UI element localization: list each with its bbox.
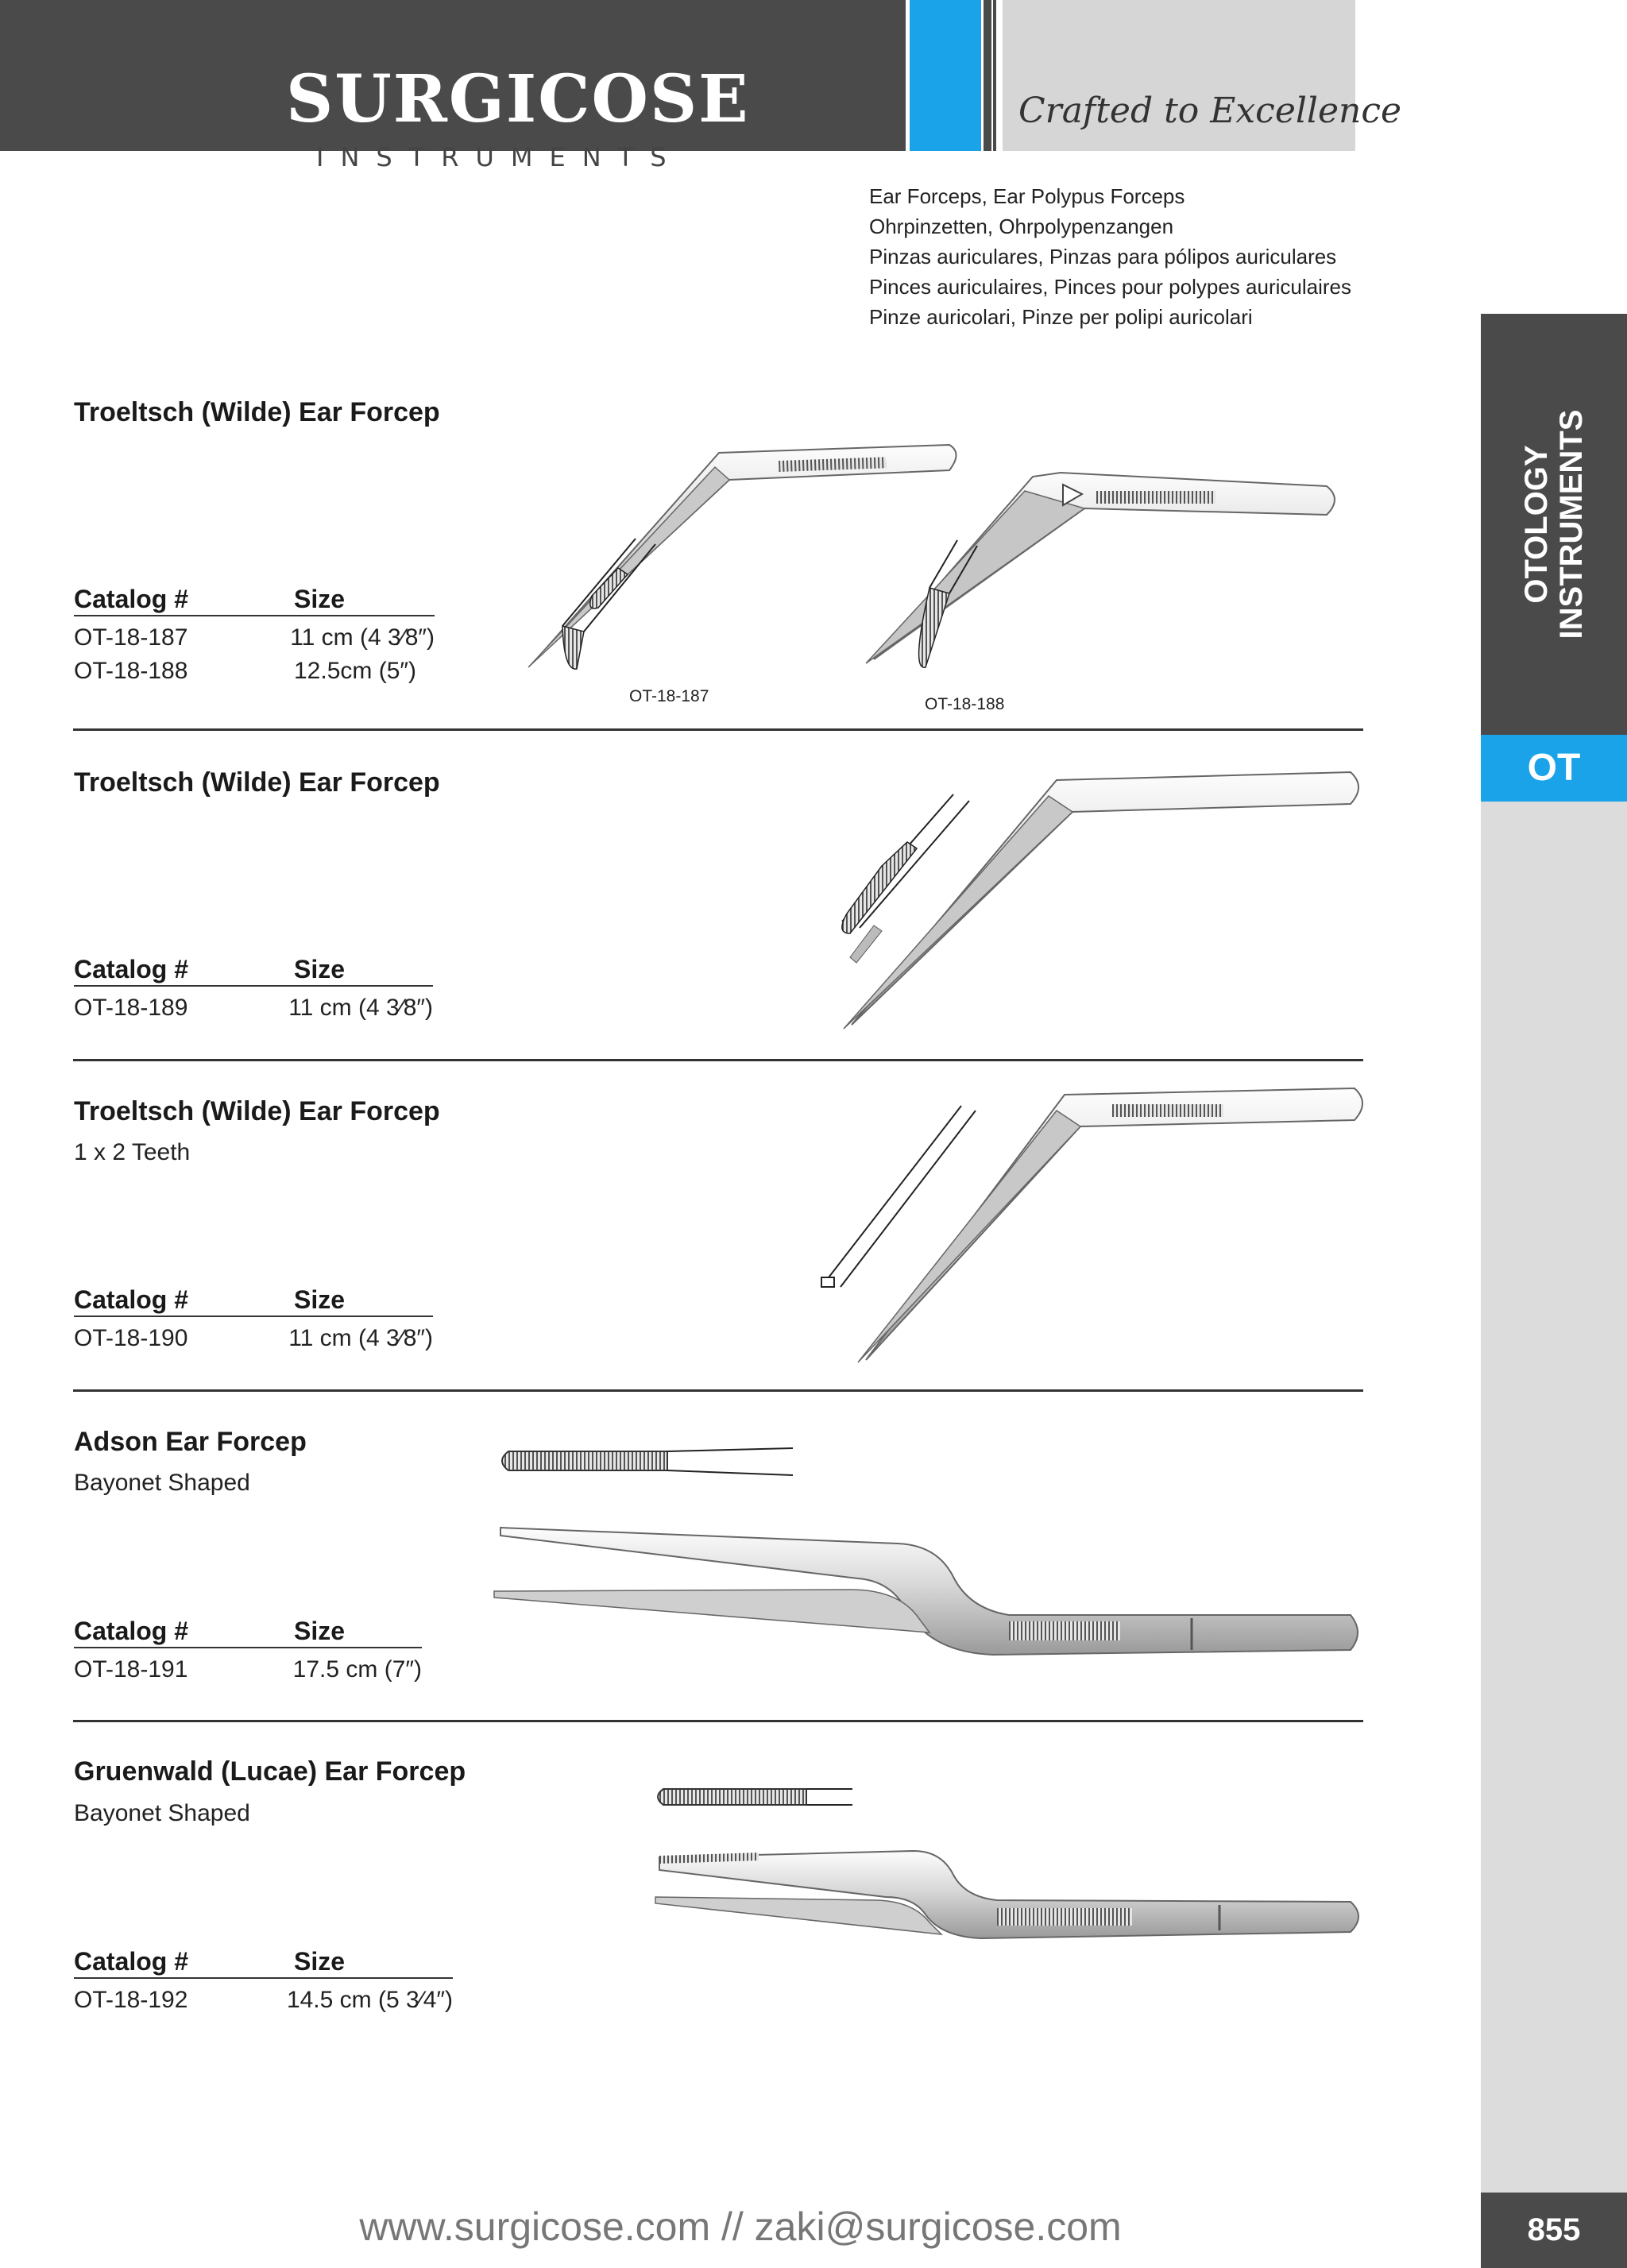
instrument-size: 17.5 cm (7″) bbox=[292, 1656, 422, 1683]
spec-row bbox=[74, 1658, 422, 1682]
product-subtitle: Bayonet Shaped bbox=[74, 1800, 250, 1826]
spec-table-header bbox=[74, 586, 435, 616]
product-title: Troeltsch (Wilde) Ear Forcep bbox=[74, 767, 440, 798]
figure-label: OT-18-188 bbox=[925, 695, 1005, 713]
instrument-size: 12.5cm (5″) bbox=[294, 658, 416, 684]
instrument-size: 11 cm (4 3⁄8″) bbox=[288, 1325, 433, 1351]
catalog-number: OT-18-190 bbox=[74, 1325, 188, 1351]
spec-table bbox=[74, 586, 435, 683]
side-tab-title-line: OTOLOGY bbox=[1519, 445, 1554, 604]
header-blue-stripe bbox=[910, 0, 981, 151]
size-header: Size bbox=[294, 1617, 346, 1645]
brand-logo-text: SURGICOSE bbox=[286, 61, 750, 137]
catalog-header: Catalog # bbox=[74, 955, 189, 983]
spec-row bbox=[74, 996, 433, 1020]
section-divider bbox=[73, 728, 1363, 731]
product-title: Troeltsch (Wilde) Ear Forcep bbox=[74, 1096, 440, 1126]
forcep-illustration bbox=[647, 1772, 1374, 1962]
catalog-number: OT-18-187 bbox=[74, 624, 188, 651]
instrument-size: 14.5 cm (5 3⁄4″) bbox=[286, 1987, 453, 2013]
forcep-illustration bbox=[810, 1072, 1374, 1374]
size-header: Size bbox=[294, 1285, 346, 1314]
brand-tagline: Crafted to Excellence bbox=[1018, 91, 1402, 131]
footer-contact: www.surgicose.com // zaki@surgicose.com bbox=[359, 2204, 1122, 2249]
size-header: Size bbox=[294, 1947, 346, 1976]
catalog-header: Catalog # bbox=[74, 585, 189, 613]
description-line: Pinze auricolari, Pinze per polipi auricolari bbox=[869, 305, 1253, 329]
catalog-number: OT-18-188 bbox=[74, 658, 188, 684]
header-stripe bbox=[984, 0, 991, 151]
forcep-illustration bbox=[516, 429, 1374, 699]
catalog-number: OT-18-191 bbox=[74, 1656, 188, 1683]
spec-row bbox=[74, 1988, 453, 2012]
product-subtitle: Bayonet Shaped bbox=[74, 1470, 250, 1496]
catalog-number: OT-18-189 bbox=[74, 995, 188, 1021]
spec-row bbox=[74, 1327, 433, 1350]
spec-table-header bbox=[74, 1287, 433, 1317]
section-divider bbox=[73, 1059, 1363, 1061]
spec-table bbox=[74, 1949, 453, 2012]
product-title: Adson Ear Forcep bbox=[74, 1427, 307, 1457]
catalog-header: Catalog # bbox=[74, 1617, 189, 1645]
description-line: Ear Forceps, Ear Polypus Forceps bbox=[869, 184, 1185, 208]
description-line: Ohrpinzetten, Ohrpolypenzangen bbox=[869, 214, 1174, 238]
catalog-number: OT-18-192 bbox=[74, 1987, 188, 2013]
forcep-illustration bbox=[818, 755, 1374, 1041]
page-number: 855 bbox=[1527, 2212, 1581, 2247]
section-divider bbox=[73, 1389, 1363, 1392]
description-line: Pinces auriculaires, Pinces pour polypes auriculaires bbox=[869, 275, 1351, 299]
side-tab-title-line: INSTRUMENTS bbox=[1554, 409, 1589, 639]
catalog-header: Catalog # bbox=[74, 1947, 189, 1976]
size-header: Size bbox=[294, 955, 346, 983]
product-subtitle: 1 x 2 Teeth bbox=[74, 1139, 191, 1165]
section-divider bbox=[73, 1720, 1363, 1722]
spec-table bbox=[74, 1618, 422, 1682]
figure-label: OT-18-187 bbox=[629, 687, 709, 705]
catalog-header: Catalog # bbox=[74, 1285, 189, 1314]
instrument-size: 11 cm (4 3⁄8″) bbox=[288, 995, 433, 1021]
side-tab-code: OT bbox=[1481, 735, 1627, 802]
spec-table bbox=[74, 1287, 433, 1350]
description-line: Pinzas auriculares, Pinzas para pólipos auriculares bbox=[869, 245, 1337, 269]
spec-row bbox=[74, 626, 435, 650]
product-title: Troeltsch (Wilde) Ear Forcep bbox=[74, 397, 440, 427]
product-title: Gruenwald (Lucae) Ear Forcep bbox=[74, 1756, 466, 1787]
forcep-illustration bbox=[485, 1434, 1374, 1672]
instrument-size: 11 cm (4 3⁄8″) bbox=[290, 624, 435, 651]
header-stripe bbox=[993, 0, 996, 151]
side-tab-title bbox=[1519, 318, 1589, 731]
spec-row bbox=[74, 659, 435, 683]
spec-table-header bbox=[74, 956, 433, 987]
brand-subtitle: INSTRUMENTS bbox=[316, 142, 683, 172]
spec-table-header bbox=[74, 1949, 453, 1979]
category-description bbox=[869, 181, 1351, 332]
size-header: Size bbox=[294, 585, 346, 613]
spec-table-header bbox=[74, 1618, 422, 1648]
spec-table bbox=[74, 956, 433, 1020]
